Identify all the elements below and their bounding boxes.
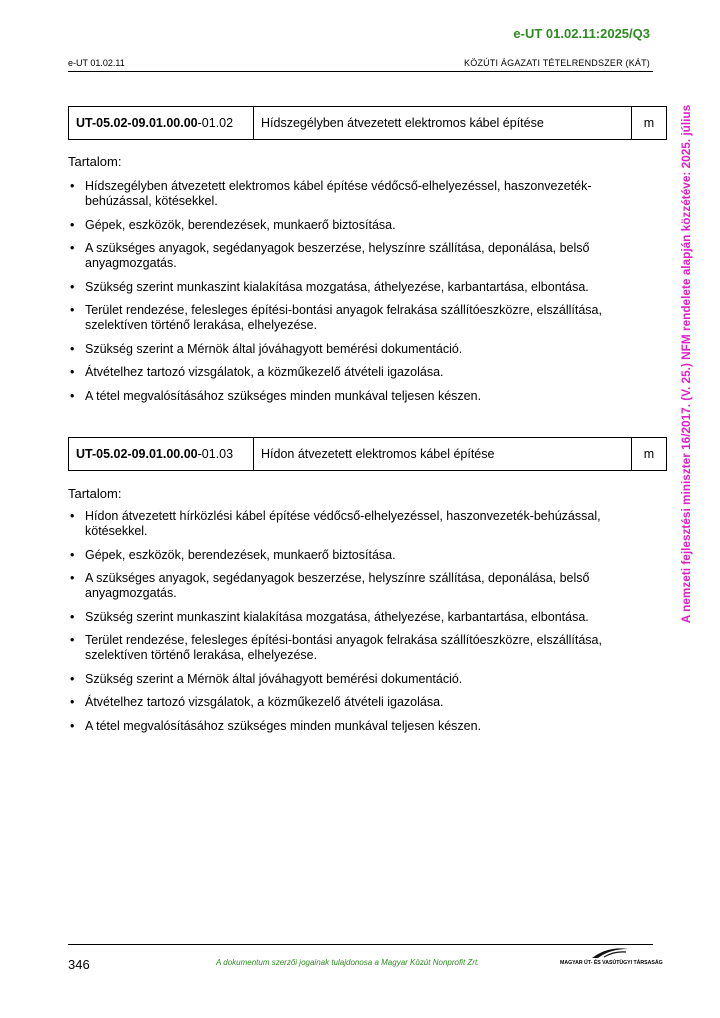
list-item: • Szükség szerint munkaszint kialakítása mozgatása, áthelyezése, karbantartása, elbontása. — [68, 610, 653, 625]
header-rule — [68, 71, 653, 72]
list-item: • Gépek, eszközök, berendezések, munkaerő biztosítása. — [68, 218, 653, 233]
list-item: • Terület rendezése, felesleges építési-bontási anyagok felrakása szállítóeszközre, elszállítása, szelektíven történő lerakása, elhelyezése. — [68, 633, 653, 663]
list-item: • A szükséges anyagok, segédanyagok beszerzése, helyszínre szállítása, deponálása, belső anyagmozgatás. — [68, 241, 653, 271]
list-item: • Szükség szerint a Mérnök által jóváhagyott bemérési dokumentáció. — [68, 672, 653, 687]
list-item: • Gépek, eszközök, berendezések, munkaerő biztosítása. — [68, 548, 653, 563]
item-title: Hídszegélyben átvezetett elektromos kábel építése — [254, 107, 632, 140]
list-item: • A szükséges anyagok, segédanyagok beszerzése, helyszínre szállítása, deponálása, belső anyagmozgatás. — [68, 571, 653, 601]
side-note — [676, 96, 696, 632]
item-code: UT-05.02-09.01.00.00-01.02 — [69, 107, 254, 140]
bullet-list-1 — [68, 179, 653, 412]
list-item: • Átvételhez tartozó vizsgálatok, a közműkezelő átvételi igazolása. — [68, 695, 653, 710]
bullet-list-2 — [68, 509, 653, 742]
item-unit: m — [632, 107, 667, 140]
list-item: • Átvételhez tartozó vizsgálatok, a közműkezelő átvételi igazolása. — [68, 365, 653, 380]
list-item: • Terület rendezése, felesleges építési-bontási anyagok felrakása szállítóeszközre, elszállítása, szelektíven történő lerakása, elhelyezése. — [68, 303, 653, 333]
copyright-notice: A dokumentum szerzői jogainak tulajdonosa a Magyar Közút Nonprofit Zrt. — [216, 958, 480, 967]
content-label: Tartalom: — [68, 486, 122, 501]
side-note-text: A nemzeti fejlesztési miniszter 16/2017. (V. 25.) NFM rendelete alapján közzétéve: 2025. július — [679, 104, 693, 624]
item-title: Hídon átvezetett elektromos kábel építése — [254, 438, 632, 471]
item-unit: m — [632, 438, 667, 471]
logo-text: MAGYAR ÚT- ÉS VASÚTÜGYI TÁRSASÁG — [560, 960, 663, 966]
list-item: • A tétel megvalósításához szükséges minden munkával teljesen készen. — [68, 389, 653, 404]
list-item: • Szükség szerint a Mérnök által jóváhagyott bemérési dokumentáció. — [68, 342, 653, 357]
company-logo — [560, 946, 663, 972]
road-swoosh-icon — [590, 946, 630, 960]
header-left: e-UT 01.02.11 — [68, 58, 125, 68]
item-code: UT-05.02-09.01.00.00-01.03 — [69, 438, 254, 471]
content-label: Tartalom: — [68, 154, 122, 169]
document-code: e-UT 01.02.11:2025/Q3 — [513, 26, 650, 41]
page-number: 346 — [68, 957, 90, 972]
list-item: • Szükség szerint munkaszint kialakítása mozgatása, áthelyezése, karbantartása, elbontása. — [68, 280, 653, 295]
list-item: • A tétel megvalósításához szükséges minden munkával teljesen készen. — [68, 719, 653, 734]
header-right: KÖZÚTI ÁGAZATI TÉTELRENDSZER (KÁT) — [464, 58, 650, 68]
item-table-1 — [68, 106, 667, 140]
item-table-2 — [68, 437, 667, 471]
list-item: • Hídszegélyben átvezetett elektromos kábel építése védőcső-elhelyezéssel, haszonvezeték-behúzással, kötésekkel. — [68, 179, 653, 209]
footer-rule — [68, 944, 653, 945]
list-item: • Hídon átvezetett hírközlési kábel építése védőcső-elhelyezéssel, haszonvezeték-behúzással, kötésekkel. — [68, 509, 653, 539]
